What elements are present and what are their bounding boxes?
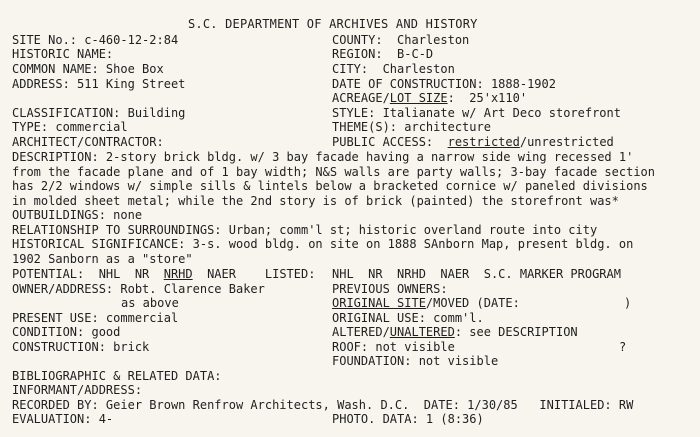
date-of-construction: DATE OF CONSTRUCTION: 1888-1902 [332, 77, 556, 91]
original-site: ORIGINAL SITE [332, 296, 426, 310]
description-line-2: from the facade plane and of 1 bay width; N&S walls are party walls; 3-bay facade section [12, 165, 655, 179]
present-use: PRESENT USE: commercial [12, 311, 179, 325]
description-line-3: has 2/2 windows w/ simple sills & lintels below a bracketed cornice w/ paneled divisions [12, 179, 648, 193]
recorded-by: RECORDED BY: Geier Brown Renfrow Architects, Wash. D.C. DATE: 1/30/85 INITIALED: RW [12, 398, 634, 412]
acreage-label: ACREAGE/ [332, 91, 390, 105]
original-use: ORIGINAL USE: comm'l. [332, 311, 484, 325]
unaltered: UNALTERED [389, 325, 455, 339]
type: TYPE: commercial [12, 120, 128, 134]
description-line-1: DESCRIPTION: 2-story brick bldg. w/ 3 bay facade having a narrow side wing recessed 1' [12, 150, 634, 164]
listed-options: NHL NR NRHD NAER S.C. MARKER PROGRAM [332, 267, 621, 281]
county: COUNTY: Charleston [332, 33, 470, 47]
altered: ALTERED/ [332, 325, 390, 339]
evaluation: EVALUATION: 4- [12, 412, 114, 426]
address: ADDRESS: 511 King Street [12, 77, 186, 91]
public-access-label: PUBLIC ACCESS: [332, 135, 448, 149]
previous-owners: PREVIOUS OWNERS: [332, 282, 448, 296]
bibliographic-data: BIBLIOGRAPHIC & RELATED DATA: [12, 369, 222, 383]
owner-address: OWNER/ADDRESS: Robt. Clarence Baker [12, 282, 265, 296]
potential-nrhd: NRHD [163, 267, 193, 281]
site-number: SITE No.: c-460-12-2:84 [12, 33, 179, 47]
historic-name: HISTORIC NAME: [12, 47, 114, 61]
lot-size-label: LOT SIZE [389, 91, 448, 105]
construction: CONSTRUCTION: brick [12, 340, 150, 354]
architect-contractor: ARCHITECT/CONTRACTOR: [12, 135, 164, 149]
potential [12, 267, 315, 281]
roof-question-mark: ? [619, 340, 627, 354]
altered-rest: : see DESCRIPTION [454, 325, 578, 339]
original-site-moved [332, 296, 520, 310]
region: REGION: B-C-D [332, 47, 434, 61]
condition: CONDITION: good [12, 325, 121, 339]
acreage-lot-size [332, 91, 527, 105]
public-access [332, 135, 614, 149]
themes: THEME(S): architecture [332, 120, 491, 134]
significance-line-1: HISTORICAL SIGNIFICANCE: 3-s. wood bldg. on site on 1888 SAnborn Map, present bldg. on [12, 237, 634, 251]
moved-date-close: ) [624, 296, 632, 310]
potential-prefix: POTENTIAL: NHL NR [12, 267, 164, 281]
moved-date: /MOVED (DATE: [425, 296, 520, 310]
relationship-to-surroundings: RELATIONSHIP TO SURROUNDINGS: Urban; comm'l st; historic overland route into city [12, 223, 598, 237]
foundation: FOUNDATION: not visible [332, 354, 499, 368]
photo-data: PHOTO. DATA: 1 (8:36) [332, 412, 484, 426]
classification: CLASSIFICATION: Building [12, 106, 186, 120]
common-name: COMMON NAME: Shoe Box [12, 62, 164, 76]
roof: ROOF: not visible [332, 340, 455, 354]
outbuildings: OUTBUILDINGS: none [12, 208, 143, 222]
altered-unaltered [332, 325, 578, 339]
public-access-unrestricted: /unrestricted [519, 135, 614, 149]
style: STYLE: Italianate w/ Art Deco storefront [332, 106, 621, 120]
acreage-value: : 25'x110' [447, 91, 528, 105]
potential-suffix: NAER LISTED: [192, 267, 316, 281]
significance-line-2: 1902 Sanborn as a "store" [12, 252, 193, 266]
card-title: S.C. DEPARTMENT OF ARCHIVES AND HISTORY [188, 17, 478, 31]
public-access-restricted: restricted [447, 135, 520, 149]
description-line-4: in molded sheet metal; while the 2nd story is of brick (painted) the storefront was* [12, 194, 619, 208]
owner-address-line-2: as above [121, 296, 179, 310]
city: CITY: Charleston [332, 62, 455, 76]
informant-address: INFORMANT/ADDRESS: [12, 383, 143, 397]
